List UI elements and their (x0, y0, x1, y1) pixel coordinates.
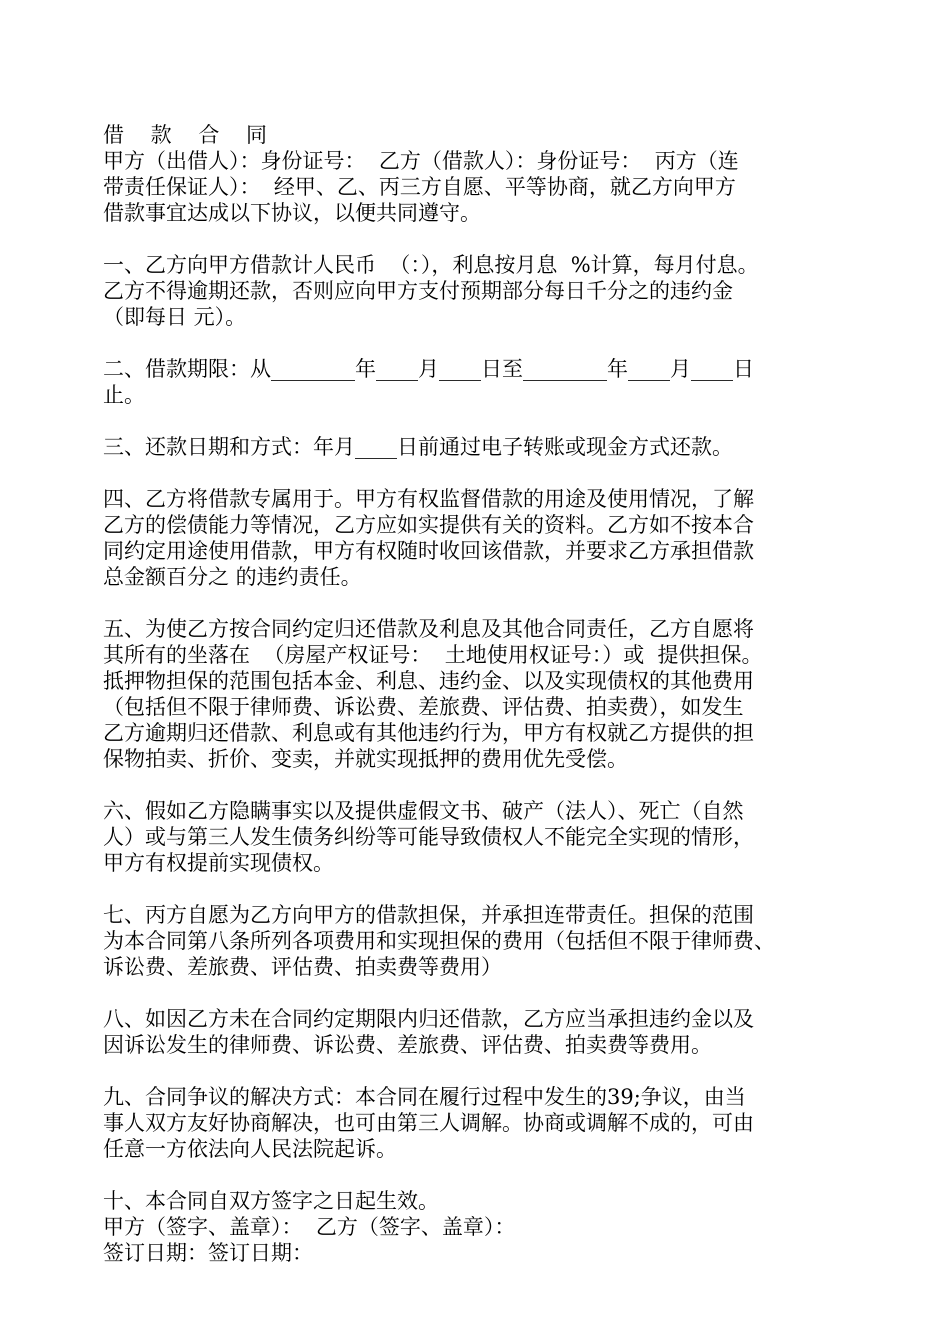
intro-paragraph (103, 148, 873, 226)
clause-line: 人）或与第三人发生债务纠纷等可能导致债权人不能完全实现的情形， (103, 825, 754, 849)
clause-line: 止。 (103, 383, 145, 407)
clause-line: （即每日 元）。 (103, 305, 247, 329)
clause-line: 四、乙方将借款专属用于。甲方有权监督借款的用途及使用情况，了解 (103, 487, 754, 511)
paragraph-spacer (103, 1162, 873, 1188)
clause-line: 六、假如乙方隐瞒事实以及提供虚假文书、破产（法人）、死亡（自然 (103, 799, 744, 823)
paragraph-spacer (103, 330, 873, 356)
clause-line: 其所有的坐落在 （房屋产权证号： 土地使用权证号：）或 提供担保。 (103, 643, 763, 667)
clause-7 (103, 902, 873, 980)
clause-line: 为本合同第八条所列各项费用和实现担保的费用（包括但不限于律师费、 (103, 929, 775, 953)
clause-line: 二、借款期限：从________年____月____日至________年____月____日 (103, 357, 754, 381)
clause-line: 七、丙方自愿为乙方向甲方的借款担保，并承担连带责任。担保的范围 (103, 903, 754, 927)
clause-10-line: 十、本合同自双方签字之日起生效。 (103, 1189, 439, 1213)
paragraph-spacer (103, 408, 873, 434)
intro-line: 借款事宜达成以下协议，以便共同遵守。 (103, 201, 481, 225)
clause-8 (103, 1006, 873, 1058)
clause-line: 三、还款日期和方式：年月____日前通过电子转账或现金方式还款。 (103, 435, 733, 459)
clause-line: （包括但不限于律师费、诉讼费、差旅费、评估费、拍卖费），如发生 (103, 695, 744, 719)
clause-5 (103, 616, 873, 772)
clause-line: 同约定用途使用借款，甲方有权随时收回该借款，并要求乙方承担借款 (103, 539, 754, 563)
document-title: 借 款 合 同 (103, 123, 278, 147)
signature-line: 甲方（签字、盖章）： 乙方（签字、盖章）： (103, 1215, 516, 1239)
clause-line: 因诉讼发生的律师费、诉讼费、差旅费、评估费、拍卖费等费用。 (103, 1033, 712, 1057)
clause-line: 甲方有权提前实现债权。 (103, 851, 334, 875)
clause-line: 任意一方依法向人民法院起诉。 (103, 1137, 397, 1161)
clause-2 (103, 356, 873, 408)
clause-line: 乙方不得逾期还款，否则应向甲方支付预期部分每日千分之的违约金 (103, 279, 733, 303)
clause-line: 保物拍卖、折价、变卖，并就实现抵押的费用优先受偿。 (103, 747, 628, 771)
clause-4 (103, 486, 873, 590)
signing-date-line: 签订日期：签订日期： (103, 1241, 313, 1265)
paragraph-spacer (103, 772, 873, 798)
clause-line: 乙方的偿债能力等情况，乙方应如实提供有关的资料。乙方如不按本合 (103, 513, 754, 537)
clause-line: 诉讼费、差旅费、评估费、拍卖费等费用） (103, 955, 502, 979)
closing-section (103, 1188, 873, 1266)
paragraph-spacer (103, 590, 873, 616)
clause-line: 八、如因乙方未在合同约定期限内归还借款，乙方应当承担违约金以及 (103, 1007, 754, 1031)
clause-line: 事人双方友好协商解决，也可由第三人调解。协商或调解不成的，可由 (103, 1111, 754, 1135)
contract-document (103, 122, 873, 1266)
clause-line: 九、合同争议的解决方式：本合同在履行过程中发生的39;争议，由当 (103, 1085, 746, 1109)
intro-line: 带责任保证人）： 经甲、乙、丙三方自愿、平等协商，就乙方向甲方 (103, 175, 736, 199)
clause-line: 一、乙方向甲方借款计人民币 （：），利息按月息 %计算，每月付息。 (103, 253, 759, 277)
paragraph-spacer (103, 226, 873, 252)
clause-line: 抵押物担保的范围包括本金、利息、违约金、以及实现债权的其他费用 (103, 669, 754, 693)
paragraph-spacer (103, 1058, 873, 1084)
clause-line: 五、为使乙方按合同约定归还借款及利息及其他合同责任，乙方自愿将 (103, 617, 754, 641)
clause-line: 总金额百分之 的违约责任。 (103, 565, 362, 589)
clause-9 (103, 1084, 873, 1162)
clause-1 (103, 252, 873, 330)
clause-6 (103, 798, 873, 876)
intro-line: 甲方（出借人）：身份证号： 乙方（借款人）：身份证号： 丙方（连 (103, 149, 739, 173)
paragraph-spacer (103, 980, 873, 1006)
paragraph-spacer (103, 876, 873, 902)
clause-line: 乙方逾期归还借款、利息或有其他违约行为，甲方有权就乙方提供的担 (103, 721, 754, 745)
clause-3 (103, 434, 873, 460)
paragraph-spacer (103, 460, 873, 486)
